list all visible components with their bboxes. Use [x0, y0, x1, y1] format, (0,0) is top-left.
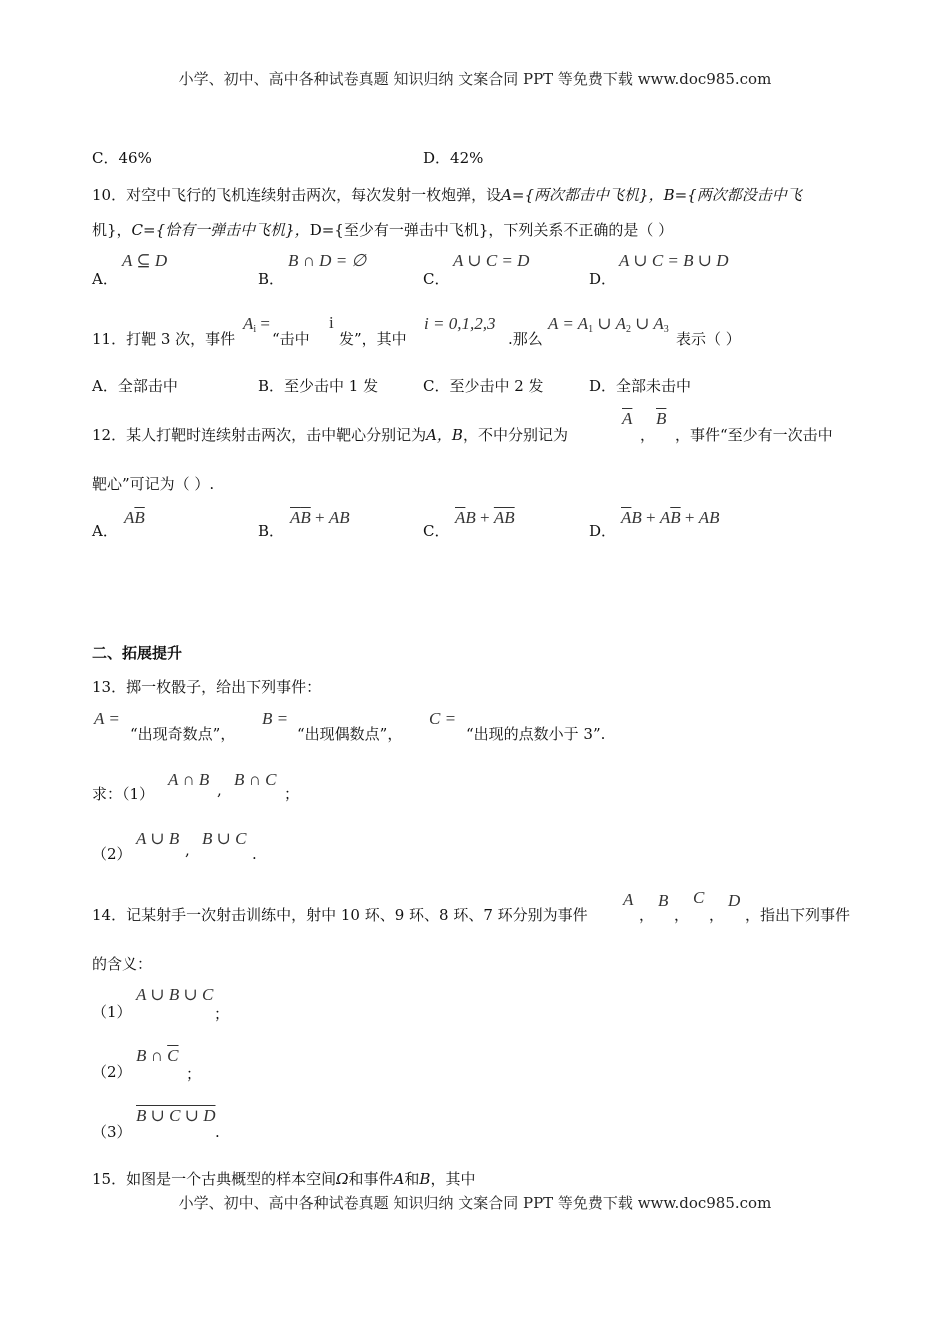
q14-line2: 的含义： [92, 955, 153, 973]
q13-a: A = [94, 709, 120, 728]
q15-line1: 15．如图是一个古典概型的样本空间Ω和事件A和B，其中 [92, 1170, 476, 1188]
q14-p1-label: （1） [92, 1003, 132, 1021]
q10-option-d-math: A ∪ C = B ∪ D [619, 251, 729, 270]
q13-q1-sep: , [217, 781, 222, 799]
q10-option-c-label: C． [423, 270, 450, 288]
q12-comma: ， [640, 426, 656, 444]
q13-line1: 13．掷一枚骰子，给出下列事件： [92, 678, 322, 696]
page-header: 小学、初中、高中各种试卷真题 知识归纳 文案合同 PPT 等免费下载 www.doc985.com [178, 70, 772, 88]
q14-p3-end: . [215, 1123, 220, 1141]
q12-option-d-label: D． [589, 522, 617, 540]
q11-union: $A = A_1$ ∪ $A_2$ ∪ $A_3$ [548, 314, 669, 335]
q13-q2-end: . [252, 845, 257, 863]
q13-q1-math2: B ∩ C [234, 770, 277, 789]
q14-event-a: A [623, 890, 634, 909]
q12-option-b-label: B． [258, 522, 285, 540]
q11-then: .那么 [508, 330, 543, 348]
q10-option-b-label: B． [258, 270, 285, 288]
q14-event-b: B [658, 891, 669, 910]
q10-option-a-math: A ⊆ D [122, 251, 168, 270]
q13-q2-label: （2） [92, 845, 132, 863]
q11-option-a: A．全部击中 [92, 377, 178, 395]
q14-p3-math: B ∪ C ∪ D [136, 1106, 216, 1125]
q14-p2-math: B ∩ $\overline{C}$ [136, 1046, 179, 1065]
q13-q1-label: 求：（1） [92, 785, 155, 803]
q11-tail: 表示（ ） [676, 330, 741, 348]
q11-fa: 发”，其中 [339, 330, 407, 348]
page-footer: 小学、初中、高中各种试卷真题 知识归纳 文案合同 PPT 等免费下载 www.doc985.com [178, 1194, 772, 1212]
q11-ai: $A_i$ = [243, 314, 271, 335]
q13-q1-math1: A ∩ B [168, 770, 210, 789]
q13-q2-math1: A ∪ B [136, 829, 180, 848]
q12-bbar: $\overline{B}$ [656, 409, 667, 428]
q14-p2-end: ； [186, 1065, 202, 1083]
q14-line1: 14．记某射手一次射击训练中，射中 10 环、9 环、8 环、7 环分别为事件 [92, 906, 588, 924]
q14-sep-2: ， [674, 906, 690, 924]
q12-abar: $\overline{A}$ [622, 409, 633, 428]
q13-b: B = [262, 709, 289, 728]
q14-p3-label: （3） [92, 1123, 132, 1141]
q14-p1-end: ； [214, 1005, 230, 1023]
q11-option-c: C．至少击中 2 发 [423, 377, 544, 395]
q9-option-d: D．42% [423, 149, 484, 167]
q12-option-b-math: $\overline{A}\overline{B}$ + AB [290, 508, 350, 527]
q13-a-text: “出现奇数点”， [130, 725, 236, 743]
q14-p2-label: （2） [92, 1063, 132, 1081]
q11-lead: 11．打靶 3 次，事件 [92, 330, 236, 348]
q9-option-c: C．46% [92, 149, 152, 167]
q11-range: i = 0,1,2,3 [424, 314, 496, 333]
q11-hit: “击中 [272, 330, 310, 348]
q10-option-b-math: B ∩ D = ∅ [288, 251, 367, 270]
q14-sep-3: ， [709, 906, 725, 924]
q11-option-b: B．至少击中 1 发 [258, 377, 379, 395]
q12-option-c-math: $\overline{A}B + \overline{AB}$ [455, 508, 515, 527]
q10-line2: 机}，C={恰有一弹击中飞机}，D={至少有一弹击中飞机}，下列关系不正确的是（ ） [92, 221, 674, 239]
q12-rest: ，事件“至少有一次击中 [675, 426, 833, 444]
q11-i: i [329, 313, 334, 332]
q13-c: C = [429, 709, 457, 728]
q12-option-a-label: A． [92, 522, 118, 540]
q10-option-a-label: A． [92, 270, 118, 288]
q14-sep-1: ， [639, 906, 655, 924]
q12-line2: 靶心”可记为（ ）. [92, 475, 215, 493]
q13-q1-end: ； [284, 785, 300, 803]
section-title: 二、拓展提升 [92, 644, 183, 662]
q12-option-c-label: C． [423, 522, 450, 540]
q12-line1: 12．某人打靶时连续射击两次，击中靶心分别记为A，B，不中分别记为 [92, 426, 568, 444]
q13-q2-sep: , [185, 841, 190, 859]
q10-line1: 10．对空中飞行的飞机连续射击两次，每次发射一枚炮弹，设A={两次都击中飞机}，B={两次都没击中飞 [92, 186, 802, 204]
q14-p1-math: A ∪ B ∪ C [136, 985, 214, 1004]
q10-option-d-label: D． [589, 270, 617, 288]
q14-event-d: D [728, 891, 741, 910]
q13-b-text: “出现偶数点”， [297, 725, 403, 743]
q12-option-a-math: $A\overline{B}$ [124, 508, 145, 527]
q14-tail: ，指出下列事件 [745, 906, 851, 924]
q13-q2-math2: B ∪ C [202, 829, 247, 848]
q13-c-text: “出现的点数小于 3”. [466, 725, 606, 743]
q10-option-c-math: A ∪ C = D [453, 251, 530, 270]
q12-option-d-math: $\overline{A}B + A\overline{B}$ + AB [621, 508, 720, 527]
q11-option-d: D．全部未击中 [589, 377, 692, 395]
q14-event-c: C [693, 888, 705, 907]
